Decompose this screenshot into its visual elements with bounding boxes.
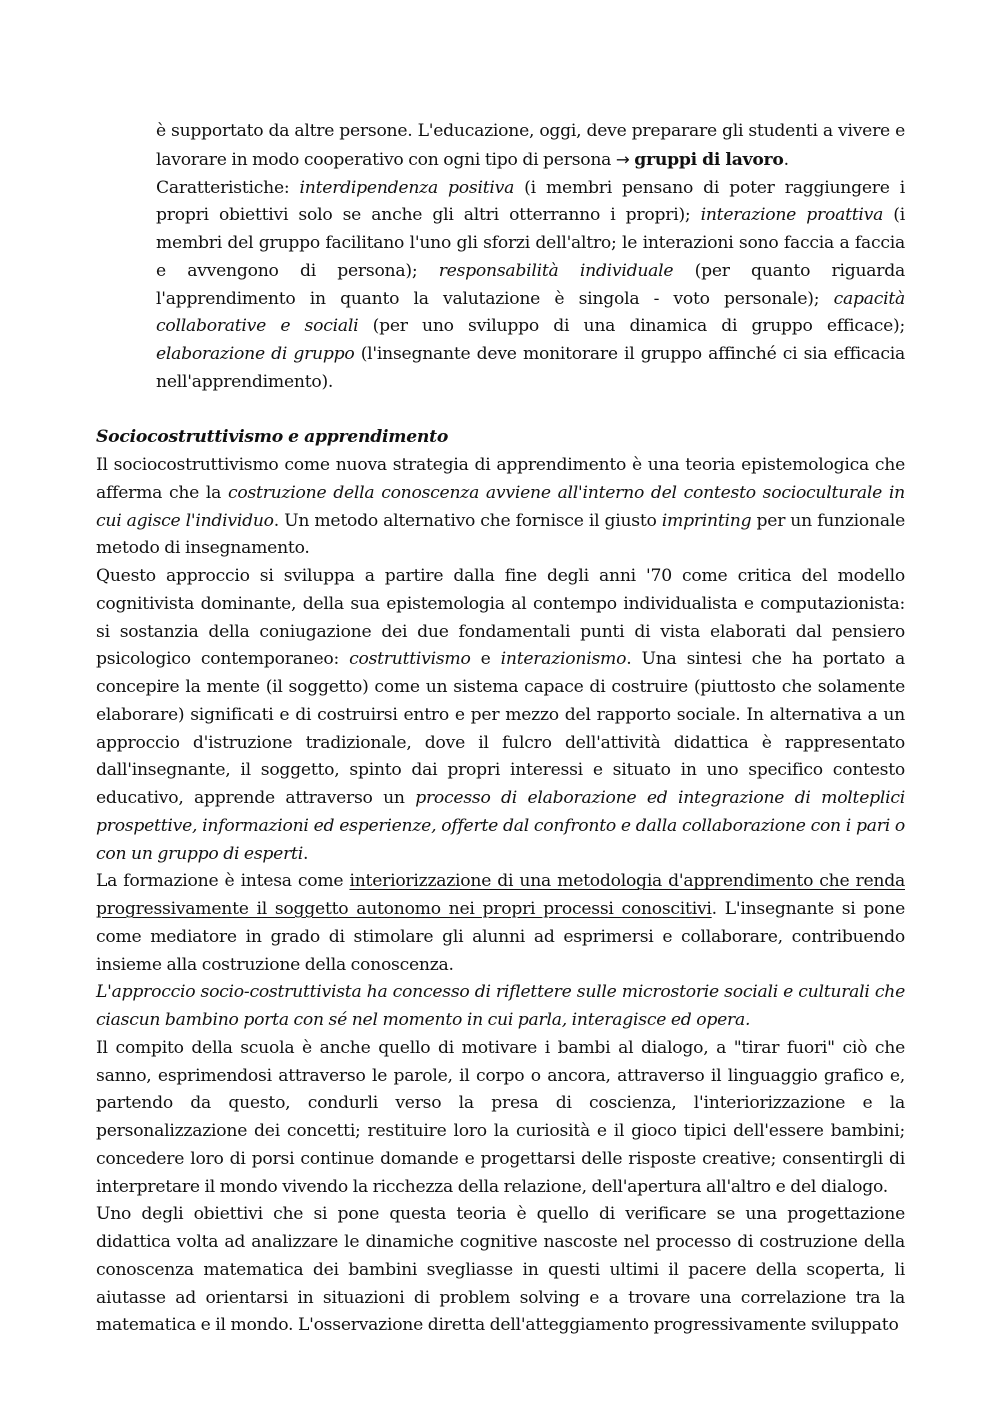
section-heading: Sociocostruttivismo e apprendimento [96, 427, 449, 448]
arrow-right-icon: → [615, 149, 630, 169]
text-run: (i membri del gruppo facilitano l'uno gli sforzi dell'altro; le interazioni sono faccia a faccia e avvengono di persona); [156, 205, 905, 281]
paragraph-gap [96, 397, 905, 425]
italic-term: interdipendenza positiva [299, 177, 515, 198]
section-paragraph-3 [96, 868, 905, 979]
section-paragraph-4-italic [96, 979, 905, 1035]
underlined-phrase: interiorizzazione di una metodologia d'apprendimento che renda progressivamente il soggetto autonomo nei propri processi conoscitivi [96, 871, 905, 919]
text-run: (l'insegnante deve monitorare il gruppo affinché ci sia efficacia nell'apprendimento). [156, 344, 906, 392]
document-page [96, 118, 905, 1340]
text-run: La formazione è intesa come [96, 871, 350, 892]
italic-term: capacità collaborative e sociali [156, 288, 905, 337]
text-run: Il sociocostruttivismo come nuova strategia di apprendimento è una teoria epistemologica che afferma che la [96, 455, 905, 503]
italic-term: elaborazione di gruppo [156, 344, 355, 364]
text-run: . [302, 843, 309, 864]
text-run: . Una sintesi che ha portato a concepire la mente (il soggetto) come un sistema capace di costruire (piuttosto che solamente elaborare) significati e di costruirsi entro e per mezzo del rapporto sociale. In alternativa a un approccio d'istruzione tradizionale, dove il fulcro dell'attività didattica è rappresentato dall'insegnante, il soggetto, spinto dai propri interessi e situato in uno specifico contesto educativo, apprende attraverso un [96, 649, 906, 808]
characteristics-paragraph [156, 175, 905, 397]
italic-term: interazionismo [500, 649, 627, 670]
characteristics-label: Caratteristiche: [156, 177, 300, 198]
text-run: (i membri pensano di poter raggiungere i propri obiettivi solo se anche gli altri otterranno i propri); [156, 177, 905, 226]
italic-paragraph: L'approccio socio-costruttivista ha concesso di riflettere sulle microstorie sociali e culturali che ciascun bambino porta con sé nel momento in cui parla, interagisce ed opera. [96, 982, 905, 1030]
text-run: e [470, 649, 501, 670]
section-paragraph-5: Il compito della scuola è anche quello di motivare i bambi al dialogo, a "tirar fuori" ciò che sanno, esprimendosi attraverso le parole, il corpo o ancora, attraverso il linguaggio grafico e, partendo da questo, condurli verso la presa di coscienza, l'interiorizzazione e la personalizzazione dei concetti; restituire loro la curiosità e il gioco tipici dell'essere bambini; concedere loro di porsi continue domande e progettarsi delle risposte creative; consentirgli di interpretare il mondo vivendo la ricchezza della relazione, dell'apertura all'altro e del dialogo. [96, 1037, 905, 1197]
italic-phrase: processo di elaborazione ed integrazione di molteplici prospettive, informazioni ed esperienze, offerte dal confronto e dalla collaborazione con i pari o con un gruppo di esperti [96, 788, 905, 864]
italic-term: responsabilità individuale [438, 260, 674, 281]
cooperative-paragraph-intro [156, 118, 905, 175]
text-run: è supportato da altre persone. L'educazione, oggi, deve preparare gli studenti a vivere e lavorare in modo cooperativo con ogni tipo di persona [156, 121, 905, 170]
section-paragraph-6: Uno degli obiettivi che si pone questa teoria è quello di verificare se una progettazione didattica volta ad analizzare le dinamiche cognitive nascoste nel processo di costruzione della conoscenza matematica dei bambini svegliasse in questi ultimi il pacere della scoperta, li aiutasse ad orientarsi in situazioni di problem solving e a trovare una correlazione tra la matematica e il mondo. L'osservazione diretta dell'atteggiamento progressivamente sviluppato [96, 1204, 905, 1336]
text-run: . [783, 149, 789, 170]
italic-term: imprinting [661, 510, 752, 531]
text-run: . Un metodo alternativo che fornisce il giusto [273, 510, 662, 531]
text-run: (per quanto riguarda l'apprendimento in quanto la valutazione è singola - voto personale); [156, 260, 905, 309]
text-run: per un funzionale metodo di insegnamento. [96, 510, 905, 559]
text-run: (per uno sviluppo di una dinamica di gruppo efficace); [358, 316, 905, 337]
cooperative-learning-block [156, 118, 905, 397]
section-paragraph-2 [96, 563, 905, 868]
text-run: Questo approccio si sviluppa a partire dalla fine degli anni '70 come critica del modello cognitivista dominante, della sua epistemologia al contempo individualista e computazionista: si sostanzia della coniugazione dei due fondamentali punti di vista elaborati dal pensiero psicologico contemporaneo: [96, 566, 905, 670]
italic-term: interazione proattiva [700, 205, 884, 226]
bold-term-gruppi: gruppi di lavoro [634, 149, 784, 170]
text-run: . L'insegnante si pone come mediatore in grado di stimolare gli alunni ad esprimersi e collaborare, contribuendo insieme alla costruzione della conoscenza. [96, 899, 905, 975]
section-paragraph-1 [96, 452, 905, 563]
italic-term: costruttivismo [349, 649, 471, 670]
italic-phrase: costruzione della conoscenza avviene all'interno del contesto socioculturale in cui agisce l'individuo [96, 482, 905, 531]
